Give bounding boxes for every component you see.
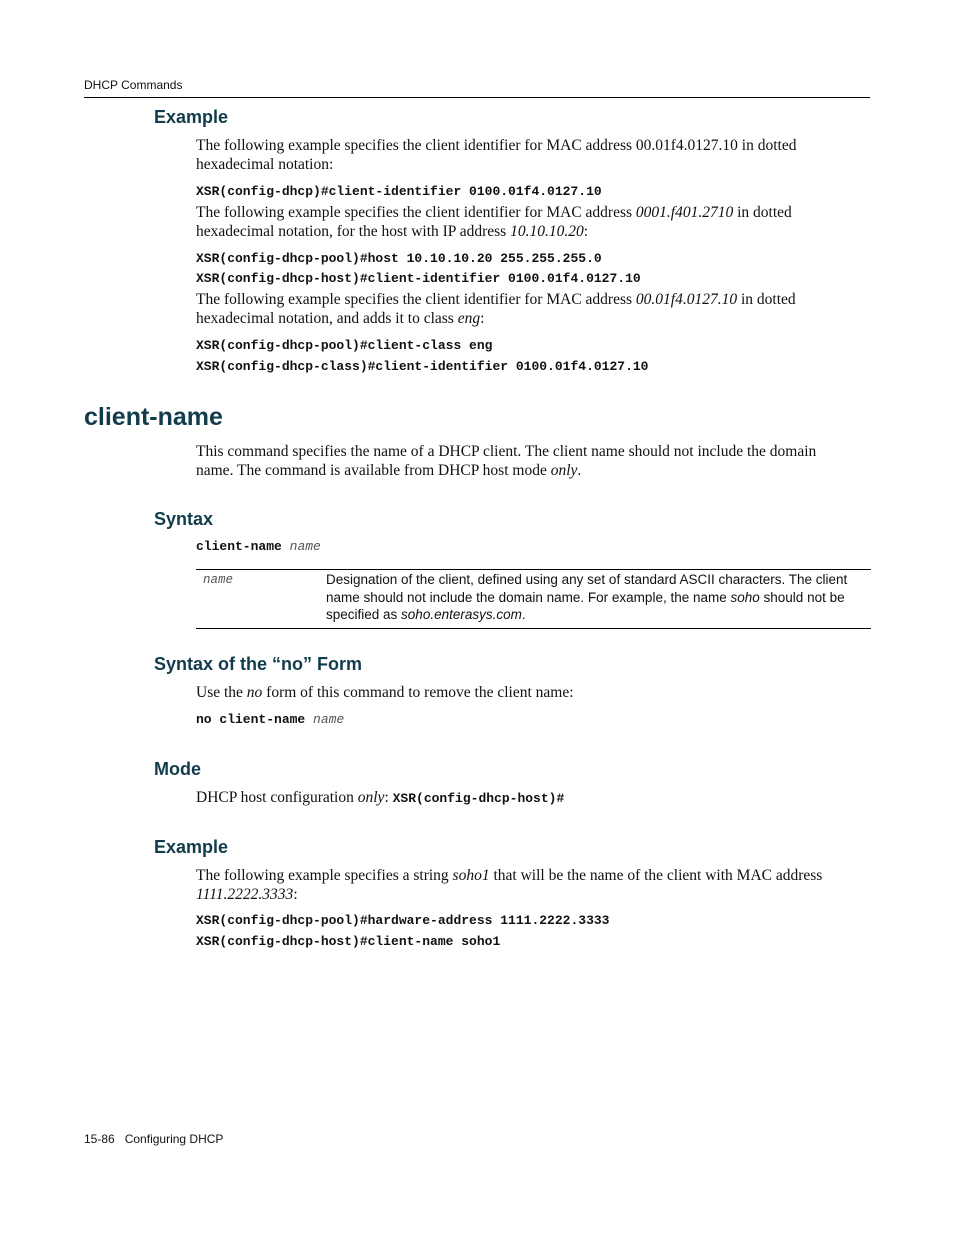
code-line: XSR(config-dhcp-pool)#client-class eng [196,338,493,353]
no-form-paragraph [196,683,856,702]
example-paragraph-1: The following example specifies the client identifier for MAC address 00.01f4.0127.10 in dotted hexadecimal notation: [196,137,797,173]
emphasis: only [550,462,578,479]
emphasis: soho [730,589,760,605]
command-keyword: no client-name [196,712,306,727]
text: : [293,886,298,903]
command-keyword: client-name [196,539,282,554]
text: should not be specified as [326,589,845,622]
text: : [384,789,393,806]
text: The following example specifies the client identifier for MAC address [196,291,636,308]
text: DHCP host configuration [196,789,358,806]
argument: name [313,712,345,727]
syntax-heading: Syntax [154,509,214,529]
example-paragraph [196,866,856,904]
page-number: 15-86 [84,1132,115,1146]
example-paragraph-2 [196,203,856,241]
text: form of this command to remove the client name: [262,684,574,701]
example-heading: Example [154,107,229,127]
emphasis: soho.enterasys.com [401,607,522,622]
text: This command specifies the name of a DHCP client. The client name should not include the domain name. The command is available from DHCP host mode [196,443,817,479]
command-description [196,442,856,480]
page-footer [84,1132,223,1146]
class-name: eng [457,310,481,327]
mode-paragraph [196,788,856,808]
text: . [577,462,582,479]
chapter-title: Configuring DHCP [124,1132,224,1146]
table-top-rule [196,569,871,570]
emphasis: soho1 [452,867,490,884]
example-heading: Example [154,837,229,857]
table-bottom-rule [196,628,871,629]
code-line: XSR(config-dhcp-host)#client-name soho1 [196,934,501,949]
text: The following example specifies the client identifier for MAC address [196,204,636,221]
code-line: XSR(config-dhcp-host)#client-identifier 0100.01f4.0127.10 [196,271,641,286]
prompt: XSR(config-dhcp-host)# [392,791,565,806]
no-form-syntax [196,712,344,727]
text: : [583,223,589,240]
code-line: XSR(config-dhcp-pool)#hardware-address 1111.2222.3333 [196,913,610,928]
command-title: client-name [84,403,223,431]
text: : [480,310,485,327]
code-line: XSR(config-dhcp-class)#client-identifier 0100.01f4.0127.10 [196,359,649,374]
no-form-heading: Syntax of the “no” Form [154,654,363,674]
mac-address: 00.01f4.0127.10 [635,291,738,308]
mode-heading: Mode [154,759,201,779]
example-paragraph-3 [196,290,856,328]
emphasis: no [246,684,263,701]
ip-address: 10.10.10.20 [510,223,584,240]
code-line: XSR(config-dhcp-pool)#host 10.10.10.20 255.255.255.0 [196,251,602,266]
text: Use the [196,684,247,701]
text: Designation of the client, defined using any set of standard ASCII characters. The client name should not include the domain name. For example, the name [326,572,848,605]
header-rule [84,97,870,98]
mac-address: 1111.2222.3333 [196,886,294,903]
text: in dotted hexadecimal notation, for the host with IP address [196,204,792,240]
mac-address: 0001.f401.2710 [635,204,734,221]
emphasis: only [357,789,385,806]
running-header: DHCP Commands [84,78,183,92]
text: The following example specifies a string [196,867,453,884]
text: in dotted hexadecimal notation, and adds it to class [196,291,796,327]
parameter-name: name [203,573,234,587]
text: . [521,607,526,622]
code-line: XSR(config-dhcp)#client-identifier 0100.01f4.0127.10 [196,184,602,199]
parameter-description [326,571,866,624]
argument: name [289,539,321,554]
text: that will be the name of the client with MAC address [489,867,823,884]
syntax-line [196,539,321,554]
